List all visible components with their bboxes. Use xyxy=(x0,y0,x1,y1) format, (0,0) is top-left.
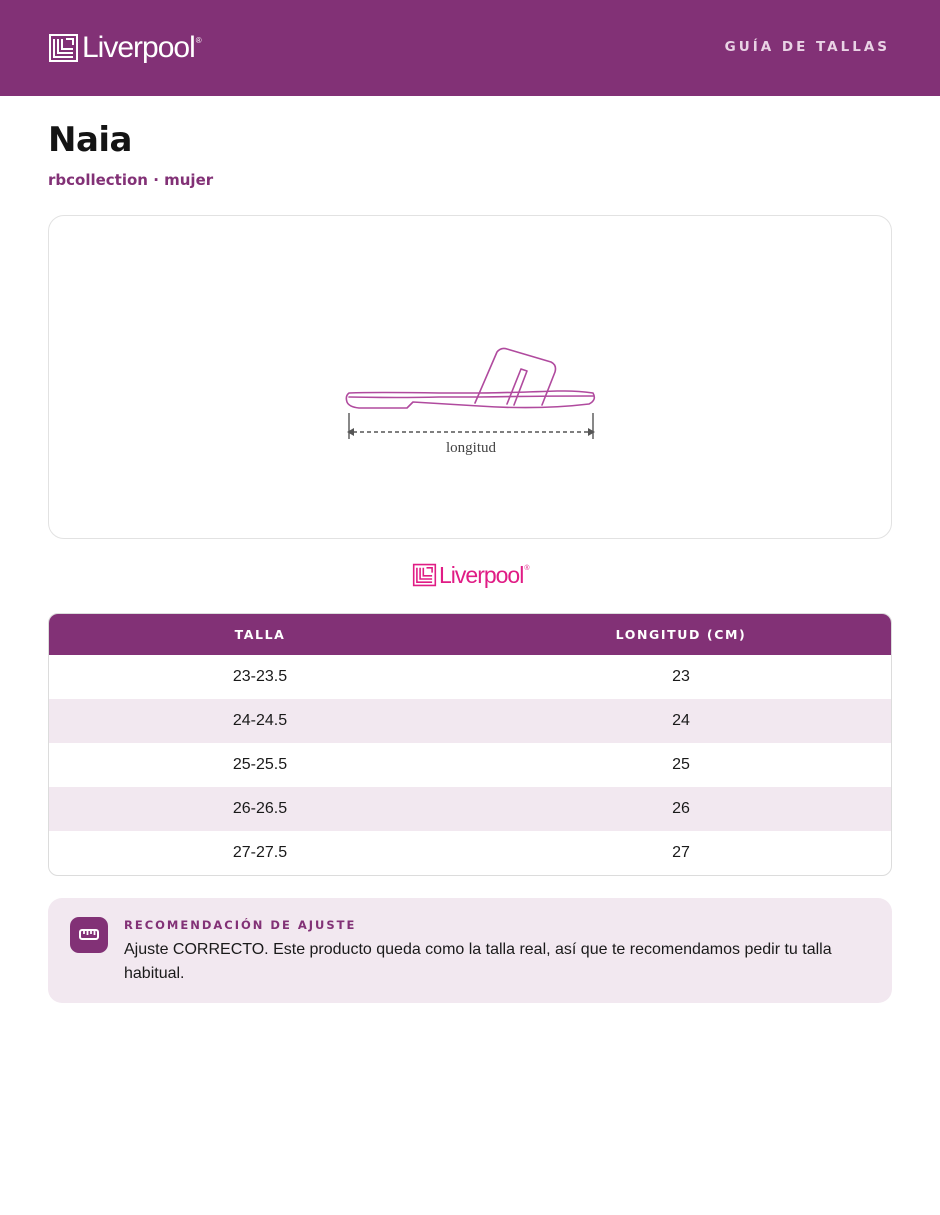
length-cell: 25 xyxy=(672,756,690,773)
size-cell: 24-24.5 xyxy=(49,699,471,743)
brand-name: Liverpool xyxy=(82,31,195,64)
liverpool-logo-icon xyxy=(48,33,79,63)
top-header xyxy=(0,0,940,96)
table-row xyxy=(49,743,891,787)
registered-mark: ® xyxy=(195,36,202,45)
measurement-illustration-card xyxy=(48,215,892,539)
size-guide-link[interactable]: GUÍA DE TALLAS xyxy=(724,39,890,55)
size-chart-table xyxy=(48,613,892,876)
measurement-label: longitud xyxy=(445,440,497,456)
column-header-size: TALLA xyxy=(49,614,471,655)
recommendation-title: RECOMENDACIÓN DE AJUSTE xyxy=(124,918,357,932)
length-cell: 24 xyxy=(471,699,891,743)
table-row xyxy=(49,787,891,831)
size-cell: 26-26.5 xyxy=(49,787,471,831)
size-cell: 25-25.5 xyxy=(232,756,288,773)
liverpool-logo-icon xyxy=(412,563,437,587)
product-subtitle: rbcollection · mujer xyxy=(48,171,214,189)
table-row xyxy=(49,655,891,699)
size-cell: 23-23.5 xyxy=(232,668,288,685)
table-row xyxy=(49,831,891,875)
registered-mark: ® xyxy=(524,565,530,572)
sandal-outline-icon xyxy=(339,336,599,466)
liverpool-watermark-logo xyxy=(412,560,530,590)
fit-recommendation-box xyxy=(48,898,892,1003)
liverpool-logo[interactable] xyxy=(48,30,202,66)
size-cell: 27-27.5 xyxy=(232,844,288,861)
length-cell: 27 xyxy=(672,844,690,861)
table-header-row xyxy=(49,614,891,655)
table-row xyxy=(49,699,891,743)
brand-name: Liverpool xyxy=(439,561,524,588)
length-cell: 23 xyxy=(672,668,690,685)
length-cell: 26 xyxy=(471,787,891,831)
ruler-icon xyxy=(70,917,108,953)
column-header-length: LONGITUD (CM) xyxy=(471,614,891,655)
product-title: Naia xyxy=(48,120,132,160)
recommendation-text: Ajuste CORRECTO. Este producto queda como la talla real, así que te recomendamos pedir tu talla habitual. xyxy=(124,941,832,982)
